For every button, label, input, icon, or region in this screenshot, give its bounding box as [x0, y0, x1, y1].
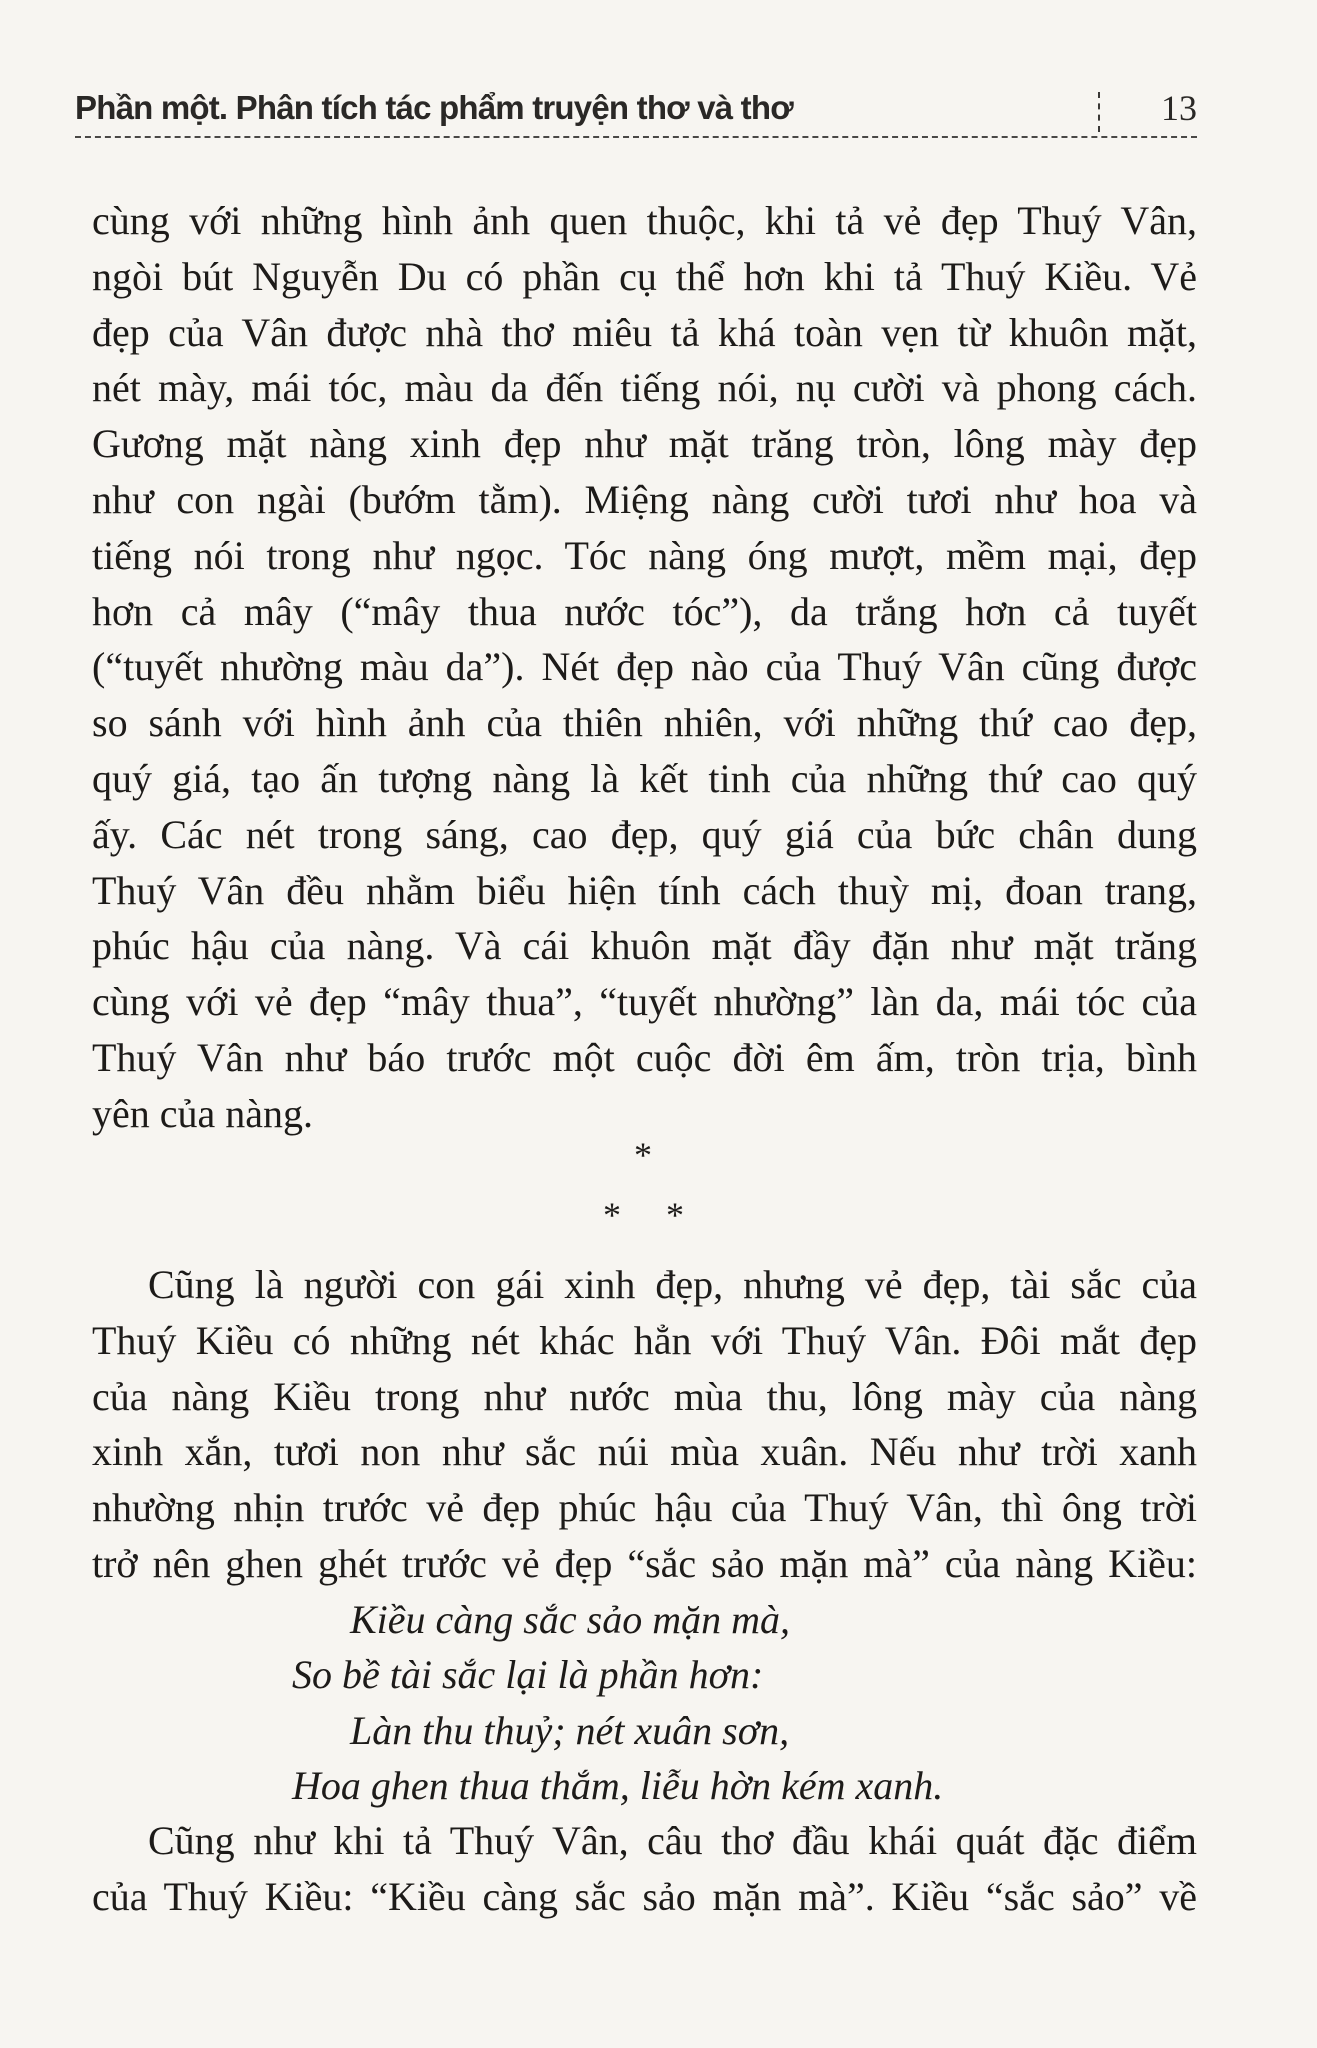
chapter-title: Phần một. Phân tích tác phẩm truyện thơ và thơ: [75, 89, 793, 126]
text-line: hơn cả mây (“mây thua nước tóc”), da trắng hơn cả tuyết: [92, 588, 1197, 634]
text-line: cùng với những hình ảnh quen thuộc, khi tả vẻ đẹp Thuý Vân,: [92, 198, 1197, 243]
header-rule: [75, 136, 1197, 138]
text-line: Gương mặt nàng xinh đẹp như mặt trăng tròn, lông mày đẹp: [92, 421, 1197, 467]
verse-line: So bề tài sắc lại là phần hơn:: [292, 1652, 764, 1697]
text-line: nét mày, mái tóc, màu da đến tiếng nói, nụ cười và phong cách.: [92, 365, 1197, 411]
text-line: (“tuyết nhường màu da”). Nét đẹp nào của Thuý Vân cũng được: [92, 644, 1197, 690]
text-line: xinh xắn, tươi non như sắc núi mùa xuân. Nếu như trời xanh: [92, 1429, 1197, 1475]
text-line: tiếng nói trong như ngọc. Tóc nàng óng mượt, mềm mại, đẹp: [92, 532, 1197, 578]
text-line: của nàng Kiều trong như nước mùa thu, lông mày của nàng: [92, 1373, 1197, 1419]
verse-line: Kiều càng sắc sảo mặn mà,: [350, 1597, 790, 1642]
separator-asterisk: *: [666, 1195, 684, 1235]
text-line: Cũng như khi tả Thuý Vân, câu thơ đầu khái quát đặc điểm: [148, 1818, 1197, 1863]
text-line: yên của nàng.: [92, 1090, 314, 1136]
paragraph-1: [92, 193, 1197, 1142]
verse-line: Làn thu thuỷ; nét xuân sơn,: [350, 1708, 790, 1753]
paragraph-2: [92, 1257, 1197, 1592]
text-line: Thuý Vân như báo trước một cuộc đời êm ấm, tròn trịa, bình: [92, 1034, 1197, 1080]
separator-asterisk: *: [603, 1195, 621, 1235]
text-line: so sánh với hình ảnh của thiên nhiên, với những thứ cao đẹp,: [92, 700, 1197, 746]
verse-line: Hoa ghen thua thắm, liễu hờn kém xanh.: [292, 1763, 944, 1808]
text-line: trở nên ghen ghét trước vẻ đẹp “sắc sảo mặn mà” của nàng Kiều:: [92, 1540, 1197, 1586]
text-line: phúc hậu của nàng. Và cái khuôn mặt đầy đặn như mặt trăng: [92, 923, 1197, 969]
text-line: như con ngài (bướm tằm). Miệng nàng cười tươi như hoa và: [92, 476, 1197, 522]
separator-asterisk: *: [634, 1135, 652, 1175]
running-header: [75, 88, 1197, 136]
header-divider: [1098, 92, 1100, 132]
text-line: nhường nhịn trước vẻ đẹp phúc hậu của Thuý Vân, thì ông trời: [92, 1485, 1197, 1531]
text-line: ngòi bút Nguyễn Du có phần cụ thể hơn khi tả Thuý Kiều. Vẻ: [92, 253, 1197, 299]
text-line: đẹp của Vân được nhà thơ miêu tả khá toàn vẹn từ khuôn mặt,: [92, 309, 1197, 355]
text-line: ấy. Các nét trong sáng, cao đẹp, quý giá của bức chân dung: [92, 811, 1197, 857]
text-line: cùng với vẻ đẹp “mây thua”, “tuyết nhường” làn da, mái tóc của: [92, 979, 1197, 1025]
text-line: Thuý Vân đều nhằm biểu hiện tính cách thuỳ mị, đoan trang,: [92, 867, 1197, 913]
text-line: Cũng là người con gái xinh đẹp, nhưng vẻ đẹp, tài sắc của: [148, 1262, 1197, 1307]
text-line: Thuý Kiều có những nét khác hẳn với Thuý Vân. Đôi mắt đẹp: [92, 1317, 1197, 1363]
paragraph-3: [92, 1813, 1197, 1925]
page-number: 13: [1161, 88, 1197, 128]
text-line: quý giá, tạo ấn tượng nàng là kết tinh của những thứ cao quý: [92, 755, 1197, 801]
text-line: của Thuý Kiều: “Kiều càng sắc sảo mặn mà”. Kiều “sắc sảo” về: [92, 1873, 1197, 1919]
